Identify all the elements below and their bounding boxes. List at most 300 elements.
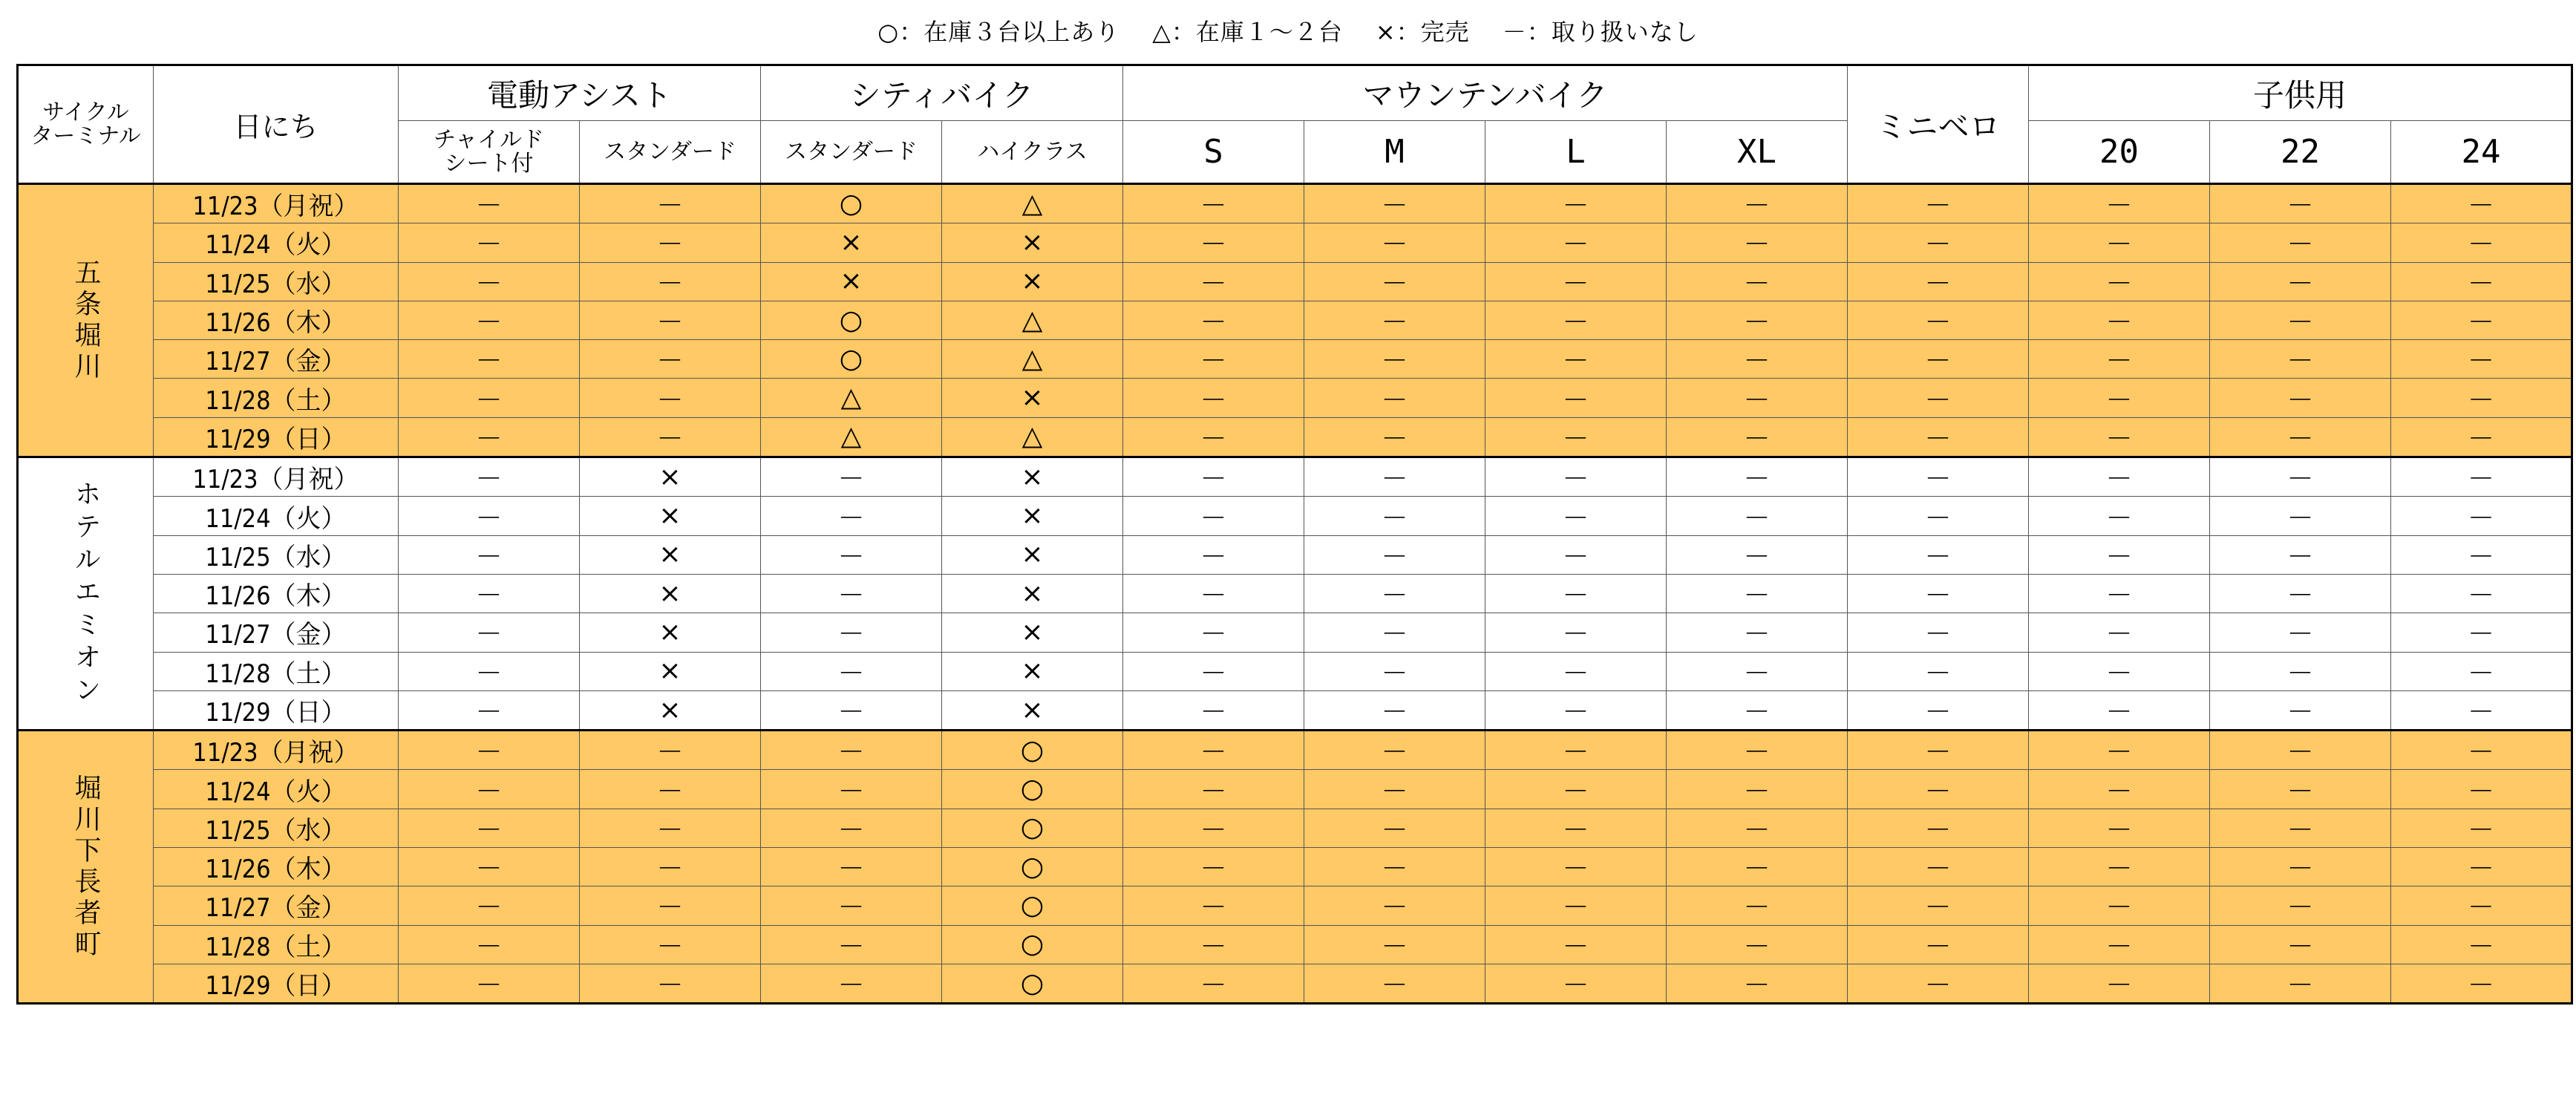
stock-cell: － [2029, 223, 2210, 262]
stock-cell: ○ [761, 340, 942, 379]
stock-cell: － [761, 613, 942, 652]
stock-cell: － [2210, 964, 2391, 1003]
stock-cell: － [1848, 574, 2029, 613]
table-row [18, 652, 2572, 690]
legend-sold-out: ×：完売 [1375, 18, 1470, 46]
stock-cell: － [2210, 652, 2391, 690]
stock-cell: － [399, 613, 580, 652]
stock-cell: － [580, 184, 761, 223]
stock-cell: － [2029, 184, 2210, 223]
table-row [18, 731, 2572, 770]
kids-24-header: 24 [2391, 121, 2572, 184]
stock-cell: △ [942, 417, 1123, 457]
stock-cell: － [1485, 652, 1667, 690]
date-header: 日にち [154, 65, 399, 184]
stock-cell: × [580, 690, 761, 730]
stock-cell: － [1667, 770, 1848, 809]
date-cell: 11/27（金） [154, 613, 399, 652]
stock-cell: － [1667, 809, 1848, 847]
stock-cell: － [1304, 497, 1485, 535]
stock-cell: － [2029, 340, 2210, 379]
stock-cell: － [1848, 417, 2029, 457]
mountain-bike-header: マウンテンバイク [1123, 65, 1848, 121]
stock-cell: － [1667, 886, 1848, 925]
date-cell: 11/27（金） [154, 886, 399, 925]
stock-cell: － [1485, 457, 1667, 497]
stock-cell: － [399, 925, 580, 964]
stock-cell: － [1485, 848, 1667, 886]
stock-cell: － [2029, 848, 2210, 886]
stock-cell: － [1848, 223, 2029, 262]
stock-cell: － [1485, 731, 1667, 770]
stock-cell: － [580, 340, 761, 379]
stock-cell: － [2210, 535, 2391, 574]
stock-cell: － [2210, 379, 2391, 417]
stock-cell: － [399, 886, 580, 925]
inventory-table [16, 64, 2573, 1005]
stock-cell: － [1848, 379, 2029, 417]
minivelo-header: ミニベロ [1848, 65, 2029, 184]
stock-cell: － [1848, 652, 2029, 690]
stock-cell: － [1304, 613, 1485, 652]
stock-cell: － [1304, 770, 1485, 809]
stock-cell: － [2210, 223, 2391, 262]
legend-low-stock: △：在庫１～２台 [1152, 18, 1343, 46]
stock-cell: － [1123, 497, 1304, 535]
table-row [18, 574, 2572, 613]
stock-cell: － [580, 848, 761, 886]
stock-cell: － [2210, 690, 2391, 730]
stock-cell: － [1485, 184, 1667, 223]
stock-cell: － [2391, 340, 2572, 379]
stock-cell: － [2210, 886, 2391, 925]
electric-assist-header: 電動アシスト [399, 65, 761, 121]
stock-cell: － [1485, 690, 1667, 730]
stock-cell: － [399, 497, 580, 535]
stock-cell: － [1304, 535, 1485, 574]
stock-cell: － [2029, 301, 2210, 339]
stock-cell: × [942, 262, 1123, 301]
stock-cell: ○ [942, 964, 1123, 1003]
stock-cell: － [1123, 301, 1304, 339]
stock-cell: ○ [761, 184, 942, 223]
date-cell: 11/29（日） [154, 417, 399, 457]
stock-cell: － [2391, 535, 2572, 574]
table-row [18, 379, 2572, 417]
table-row [18, 690, 2572, 730]
stock-cell: － [399, 770, 580, 809]
stock-cell: － [761, 497, 942, 535]
stock-cell: × [761, 223, 942, 262]
stock-cell: － [761, 809, 942, 847]
stock-cell: － [1485, 770, 1667, 809]
stock-cell: － [580, 262, 761, 301]
stock-cell: － [1848, 964, 2029, 1003]
city-standard-header: スタンダード [761, 121, 942, 184]
stock-cell: － [580, 223, 761, 262]
date-cell: 11/27（金） [154, 340, 399, 379]
stock-cell: － [1848, 886, 2029, 925]
stock-cell: × [580, 574, 761, 613]
stock-cell: － [761, 925, 942, 964]
kids-22-header: 22 [2210, 121, 2391, 184]
date-cell: 11/24（火） [154, 770, 399, 809]
stock-cell: － [1667, 574, 1848, 613]
stock-cell: － [761, 652, 942, 690]
stock-cell: － [1667, 964, 1848, 1003]
stock-cell: － [761, 770, 942, 809]
stock-cell: △ [942, 184, 1123, 223]
terminal-name: 堀川下長者町 [18, 731, 154, 1004]
table-row [18, 770, 2572, 809]
kids-header: 子供用 [2029, 65, 2572, 121]
stock-cell: － [2391, 574, 2572, 613]
table-row [18, 848, 2572, 886]
stock-cell: － [1304, 457, 1485, 497]
stock-cell: － [1667, 925, 1848, 964]
stock-cell: － [2210, 574, 2391, 613]
stock-cell: － [2210, 457, 2391, 497]
stock-cell: － [1123, 417, 1304, 457]
stock-cell: － [2391, 848, 2572, 886]
stock-cell: － [1123, 379, 1304, 417]
stock-cell: － [2029, 417, 2210, 457]
stock-cell: － [1485, 223, 1667, 262]
stock-cell: － [1304, 184, 1485, 223]
stock-cell: － [399, 574, 580, 613]
stock-cell: － [1304, 848, 1485, 886]
stock-cell: － [1304, 886, 1485, 925]
stock-cell: － [399, 223, 580, 262]
stock-cell: － [1848, 690, 2029, 730]
stock-cell: － [2391, 690, 2572, 730]
date-cell: 11/24（火） [154, 497, 399, 535]
stock-cell: － [761, 535, 942, 574]
stock-cell: － [1304, 417, 1485, 457]
stock-cell: － [2391, 652, 2572, 690]
date-cell: 11/26（木） [154, 301, 399, 339]
stock-cell: － [2391, 301, 2572, 339]
stock-cell: － [1667, 301, 1848, 339]
stock-cell: － [399, 535, 580, 574]
stock-cell: － [2029, 770, 2210, 809]
stock-cell: － [1123, 457, 1304, 497]
stock-cell: － [580, 886, 761, 925]
stock-cell: ○ [942, 848, 1123, 886]
stock-cell: － [1485, 497, 1667, 535]
stock-cell: － [1123, 731, 1304, 770]
date-cell: 11/25（水） [154, 809, 399, 847]
stock-cell: － [1304, 925, 1485, 964]
date-cell: 11/28（土） [154, 925, 399, 964]
stock-cell: － [1123, 223, 1304, 262]
stock-cell: － [2391, 770, 2572, 809]
stock-cell: ○ [942, 925, 1123, 964]
date-cell: 11/28（土） [154, 652, 399, 690]
stock-cell: － [1485, 417, 1667, 457]
kids-20-header: 20 [2029, 121, 2210, 184]
table-row [18, 301, 2572, 339]
date-cell: 11/25（水） [154, 535, 399, 574]
stock-cell: × [580, 497, 761, 535]
stock-cell: － [1304, 652, 1485, 690]
high-class-header: ハイクラス [942, 121, 1123, 184]
stock-cell: － [2210, 731, 2391, 770]
stock-cell: － [1485, 613, 1667, 652]
stock-cell: － [1848, 925, 2029, 964]
stock-cell: － [1123, 809, 1304, 847]
table-row [18, 925, 2572, 964]
size-m-header: M [1304, 121, 1485, 184]
inventory-body [18, 184, 2572, 1004]
stock-cell: － [2210, 497, 2391, 535]
stock-cell: － [2391, 262, 2572, 301]
date-cell: 11/25（水） [154, 262, 399, 301]
legend-not-available: －：取り扱いなし [1502, 18, 1699, 46]
stock-cell: － [1848, 770, 2029, 809]
stock-cell: － [1485, 379, 1667, 417]
stock-cell: － [1123, 690, 1304, 730]
stock-cell: － [1123, 574, 1304, 613]
stock-cell: － [1848, 613, 2029, 652]
stock-cell: － [1848, 535, 2029, 574]
stock-cell: △ [761, 379, 942, 417]
stock-cell: × [580, 652, 761, 690]
stock-cell: × [580, 535, 761, 574]
stock-cell: － [1667, 731, 1848, 770]
stock-cell: － [2210, 301, 2391, 339]
stock-cell: － [761, 731, 942, 770]
stock-cell: － [2029, 262, 2210, 301]
stock-cell: － [2391, 497, 2572, 535]
stock-cell: × [942, 457, 1123, 497]
stock-cell: － [1123, 652, 1304, 690]
stock-cell: － [399, 301, 580, 339]
stock-cell: － [761, 690, 942, 730]
stock-cell: － [1485, 301, 1667, 339]
stock-cell: － [399, 731, 580, 770]
stock-cell: △ [761, 417, 942, 457]
stock-cell: － [761, 886, 942, 925]
stock-cell: － [2029, 574, 2210, 613]
stock-cell: － [399, 417, 580, 457]
stock-cell: － [761, 848, 942, 886]
electric-standard-header: スタンダード [580, 121, 761, 184]
stock-cell: － [1667, 262, 1848, 301]
stock-cell: － [761, 457, 942, 497]
stock-cell: － [2029, 613, 2210, 652]
stock-cell: － [2210, 925, 2391, 964]
stock-cell: － [2210, 184, 2391, 223]
stock-cell: － [1667, 497, 1848, 535]
stock-cell: ○ [942, 809, 1123, 847]
date-cell: 11/23（月祝） [154, 457, 399, 497]
stock-cell: － [2391, 731, 2572, 770]
stock-cell: － [399, 340, 580, 379]
stock-cell: － [399, 457, 580, 497]
table-row [18, 223, 2572, 262]
stock-cell: － [2029, 731, 2210, 770]
stock-cell: － [399, 652, 580, 690]
stock-cell: － [1848, 184, 2029, 223]
stock-cell: － [399, 809, 580, 847]
date-cell: 11/29（日） [154, 690, 399, 730]
stock-cell: － [1667, 652, 1848, 690]
stock-cell: － [1123, 770, 1304, 809]
stock-cell: － [2029, 652, 2210, 690]
stock-cell: － [1485, 886, 1667, 925]
stock-cell: － [1304, 301, 1485, 339]
stock-cell: × [942, 379, 1123, 417]
stock-cell: － [1123, 964, 1304, 1003]
stock-cell: － [580, 964, 761, 1003]
stock-cell: － [2210, 809, 2391, 847]
stock-cell: － [2029, 497, 2210, 535]
stock-cell: － [2210, 770, 2391, 809]
stock-cell: × [580, 457, 761, 497]
date-cell: 11/26（木） [154, 848, 399, 886]
stock-cell: － [2391, 417, 2572, 457]
table-row [18, 964, 2572, 1003]
stock-cell: － [1304, 262, 1485, 301]
stock-cell: ○ [942, 731, 1123, 770]
stock-cell: － [399, 690, 580, 730]
stock-cell: － [1667, 223, 1848, 262]
stock-cell: － [1667, 417, 1848, 457]
table-row [18, 613, 2572, 652]
stock-cell: × [942, 613, 1123, 652]
stock-cell: － [580, 770, 761, 809]
date-cell: 11/23（月祝） [154, 731, 399, 770]
stock-cell: － [1485, 809, 1667, 847]
stock-cell: － [1667, 184, 1848, 223]
stock-cell: △ [942, 340, 1123, 379]
date-cell: 11/28（土） [154, 379, 399, 417]
stock-cell: － [2210, 613, 2391, 652]
stock-cell: － [580, 809, 761, 847]
stock-cell: － [1304, 690, 1485, 730]
stock-cell: × [580, 613, 761, 652]
stock-cell: － [1667, 340, 1848, 379]
stock-cell: － [1848, 809, 2029, 847]
stock-cell: － [399, 848, 580, 886]
size-s-header: S [1123, 121, 1304, 184]
stock-cell: － [580, 731, 761, 770]
stock-cell: － [1123, 262, 1304, 301]
stock-cell: － [1304, 574, 1485, 613]
stock-cell: － [1304, 731, 1485, 770]
child-seat-header: チャイルド シート付 [399, 121, 580, 184]
table-row [18, 417, 2572, 457]
stock-cell: × [942, 497, 1123, 535]
stock-cell: － [1667, 535, 1848, 574]
stock-cell: ○ [761, 301, 942, 339]
stock-cell: － [2391, 184, 2572, 223]
stock-cell: － [1848, 301, 2029, 339]
stock-cell: △ [942, 301, 1123, 339]
date-cell: 11/26（木） [154, 574, 399, 613]
stock-cell: － [580, 925, 761, 964]
stock-cell: － [1123, 613, 1304, 652]
stock-cell: － [2029, 809, 2210, 847]
date-cell: 11/29（日） [154, 964, 399, 1003]
stock-cell: － [399, 964, 580, 1003]
stock-cell: － [1123, 184, 1304, 223]
stock-cell: － [1848, 848, 2029, 886]
table-row [18, 262, 2572, 301]
stock-cell: × [942, 535, 1123, 574]
stock-cell: － [1304, 340, 1485, 379]
stock-cell: － [2029, 535, 2210, 574]
stock-cell: － [580, 417, 761, 457]
stock-cell: － [2391, 613, 2572, 652]
stock-cell: － [1667, 379, 1848, 417]
stock-cell: － [2029, 379, 2210, 417]
size-l-header: L [1485, 121, 1667, 184]
stock-cell: － [1848, 497, 2029, 535]
stock-cell: － [2210, 848, 2391, 886]
legend [0, 13, 2576, 48]
stock-cell: × [942, 652, 1123, 690]
legend-in-stock: ○：在庫３台以上あり [877, 18, 1120, 46]
stock-cell: × [942, 574, 1123, 613]
stock-cell: － [1123, 535, 1304, 574]
stock-cell: － [2391, 809, 2572, 847]
stock-cell: － [2029, 964, 2210, 1003]
stock-cell: － [2391, 223, 2572, 262]
stock-cell: － [1304, 809, 1485, 847]
size-xl-header: XL [1667, 121, 1848, 184]
stock-cell: － [1848, 731, 2029, 770]
stock-cell: － [2391, 964, 2572, 1003]
stock-cell: － [2029, 925, 2210, 964]
stock-cell: － [1123, 925, 1304, 964]
stock-cell: － [2210, 340, 2391, 379]
stock-cell: － [1485, 262, 1667, 301]
stock-cell: － [399, 379, 580, 417]
stock-cell: － [1667, 457, 1848, 497]
stock-cell: － [1667, 613, 1848, 652]
stock-cell: － [2029, 690, 2210, 730]
table-row [18, 457, 2572, 497]
stock-cell: － [1123, 886, 1304, 925]
stock-cell: － [761, 574, 942, 613]
stock-cell: － [580, 301, 761, 339]
stock-cell: － [1485, 964, 1667, 1003]
date-cell: 11/24（火） [154, 223, 399, 262]
stock-cell: － [1123, 340, 1304, 379]
city-bike-header: シティバイク [761, 65, 1123, 121]
terminal-header: サイクル ターミナル [18, 65, 154, 184]
terminal-name: ホテルエミオン [18, 457, 154, 731]
stock-cell: － [1304, 223, 1485, 262]
table-row [18, 340, 2572, 379]
stock-cell: － [2210, 262, 2391, 301]
stock-cell: － [1304, 964, 1485, 1003]
table-row [18, 184, 2572, 223]
stock-cell: － [399, 262, 580, 301]
stock-cell: － [2391, 457, 2572, 497]
stock-cell: － [1485, 925, 1667, 964]
stock-cell: － [2029, 886, 2210, 925]
table-row [18, 497, 2572, 535]
terminal-name: 五条堀川 [18, 184, 154, 457]
date-cell: 11/23（月祝） [154, 184, 399, 223]
stock-cell: － [1123, 848, 1304, 886]
stock-cell: － [2391, 925, 2572, 964]
stock-cell: － [580, 379, 761, 417]
stock-cell: － [2210, 417, 2391, 457]
